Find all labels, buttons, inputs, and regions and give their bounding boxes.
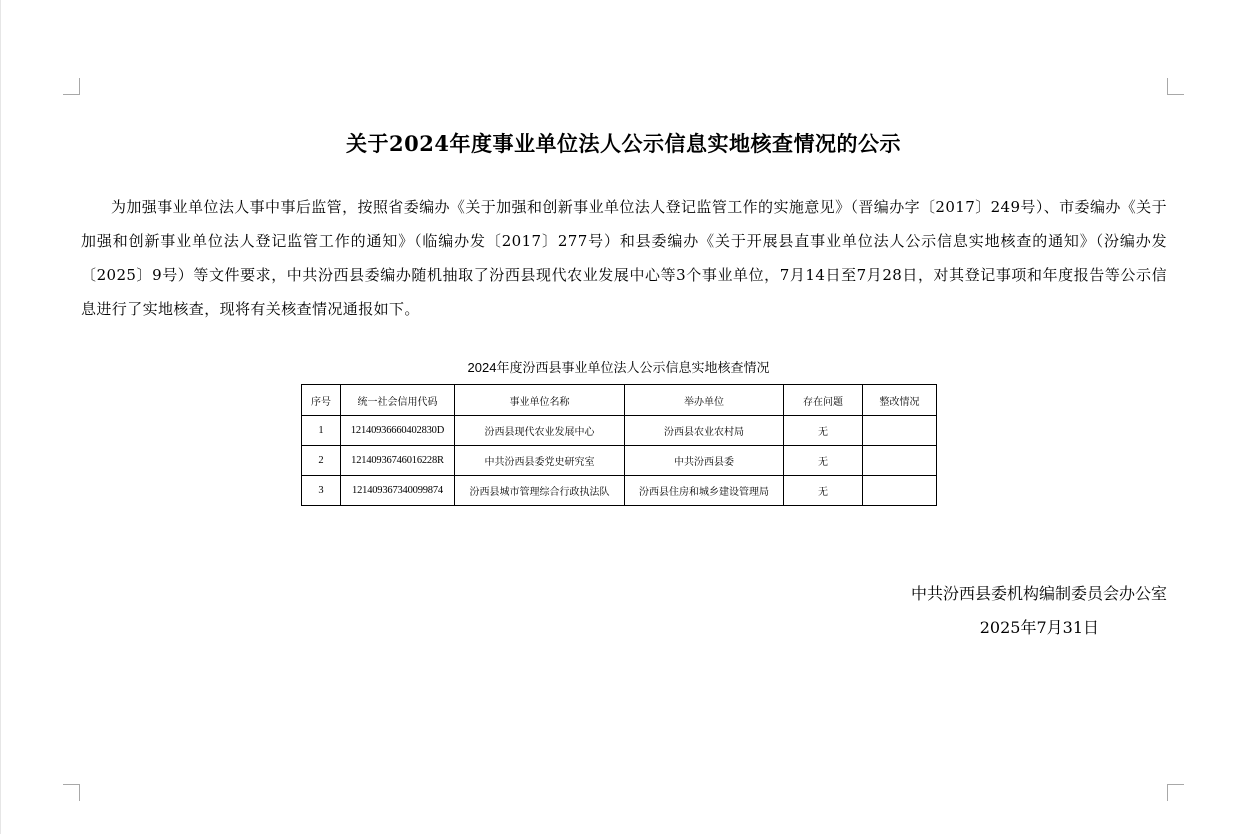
cell-sponsor: 汾西县住房和城乡建设管理局 <box>625 476 784 506</box>
cell-credit-code: 12140936746016228R <box>341 446 455 476</box>
signature-organization: 中共汾西县委机构编制委员会办公室 <box>910 584 1167 603</box>
table-header-row <box>302 385 937 416</box>
document-title: 关于2024年度事业单位法人公示信息实地核查情况的公示 <box>346 131 901 156</box>
page-corner-mark-top-left <box>63 78 80 95</box>
cell-rectification <box>863 416 937 446</box>
cell-issues: 无 <box>784 476 863 506</box>
cell-sponsor: 汾西县农业农村局 <box>625 416 784 446</box>
signature-date: 2025年7月31日 <box>979 618 1099 637</box>
header-cell-sponsor: 举办单位 <box>625 385 784 416</box>
cell-unit-name: 中共汾西县委党史研究室 <box>455 446 625 476</box>
cell-index: 2 <box>302 446 341 476</box>
cell-sponsor: 中共汾西县委 <box>625 446 784 476</box>
cell-unit-name: 汾西县城市管理综合行政执法队 <box>455 476 625 506</box>
table-row <box>302 476 937 506</box>
cell-unit-name: 汾西县现代农业发展中心 <box>455 416 625 446</box>
page-corner-mark-top-right <box>1167 78 1184 95</box>
cell-rectification <box>863 476 937 506</box>
cell-index: 3 <box>302 476 341 506</box>
inspection-table <box>301 384 937 506</box>
cell-credit-code: 12140936660402830D <box>341 416 455 446</box>
header-cell-issues: 存在问题 <box>784 385 863 416</box>
table-row <box>302 416 937 446</box>
cell-issues: 无 <box>784 416 863 446</box>
cell-credit-code: 121409367340099874 <box>341 476 455 506</box>
page-corner-mark-bottom-right <box>1167 784 1184 801</box>
page-corner-mark-bottom-left <box>63 784 80 801</box>
table-row <box>302 446 937 476</box>
cell-rectification <box>863 446 937 476</box>
header-cell-index: 序号 <box>302 385 341 416</box>
body-paragraph: 为加强事业单位法人事中事后监管，按照省委编办《关于加强和创新事业单位法人登记监管工作的实施意见》（晋编办字〔2017〕249号）、市委编办《关于加强和创新事业单位法人登记监管工作的通知》（临编办发〔2017〕277号）和县委编办《关于开展县直事业单位法人公示信息实地核查的通知》（汾编办发〔2025〕9号）等文件要求，中共汾西县委编办随机抽取了汾西县现代农业发展中心等3个事业单位，7月14日至7月28日，对其登记事项和年度报告等公示信息进行了实地核查，现将有关核查情况通报如下。 <box>81 198 1167 318</box>
header-cell-unit-name: 事业单位名称 <box>455 385 625 416</box>
header-cell-rectification: 整改情况 <box>863 385 937 416</box>
cell-index: 1 <box>302 416 341 446</box>
cell-issues: 无 <box>784 446 863 476</box>
table-title: 2024年度汾西县事业单位法人公示信息实地核查情况 <box>467 360 770 375</box>
header-cell-credit-code: 统一社会信用代码 <box>341 385 455 416</box>
